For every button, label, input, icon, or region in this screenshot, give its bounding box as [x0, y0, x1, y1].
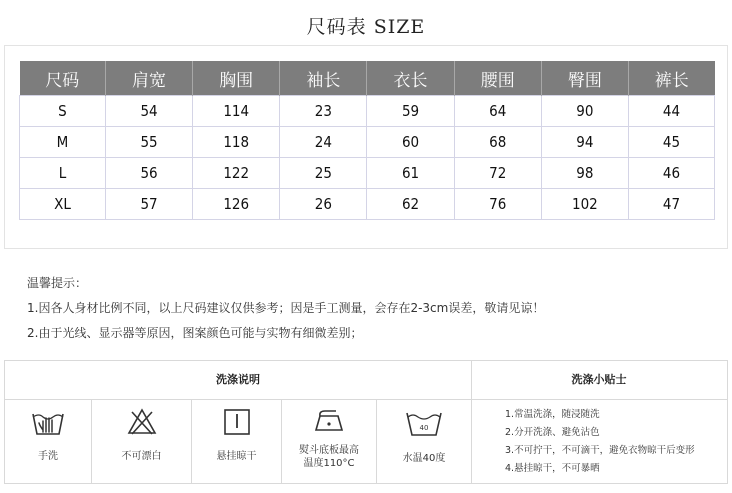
list-item: 2.分开洗涤、避免沾色 [505, 427, 600, 438]
table-cell: 54 [105, 96, 192, 127]
size-table [19, 61, 715, 220]
washing-tips-title: 洗涤小贴士 [571, 373, 627, 386]
water-temp-icon [405, 408, 443, 438]
table-cell: 25 [280, 158, 367, 189]
hand-wash-icon [31, 408, 65, 438]
table-cell: 122 [193, 158, 280, 189]
care-symbol-iron [282, 400, 376, 484]
table-cell: 44 [628, 96, 714, 127]
table-cell: 98 [541, 158, 628, 189]
table-cell: 45 [628, 127, 714, 158]
washing-tips-list [505, 406, 695, 478]
list-item: 1.常温洗涤，随浸随洗 [505, 409, 600, 420]
care-symbol-water-temp [377, 400, 471, 484]
washing-instructions-title: 洗涤说明 [216, 373, 260, 386]
table-cell: 61 [367, 158, 454, 189]
table-cell: 55 [105, 127, 192, 158]
care-symbol-no-bleach [92, 400, 191, 484]
table-cell: 56 [105, 158, 192, 189]
table-cell: 102 [541, 189, 628, 220]
table-row [20, 189, 715, 220]
header-hip: 臀围 [541, 61, 628, 96]
table-cell: L [20, 158, 106, 189]
table-cell: 64 [454, 96, 541, 127]
table-row [20, 158, 715, 189]
divider [471, 361, 472, 483]
table-cell: XL [20, 189, 106, 220]
hang-dry-icon [223, 408, 251, 436]
table-cell: 114 [193, 96, 280, 127]
table-cell: 90 [541, 96, 628, 127]
iron-icon [312, 408, 346, 434]
table-cell: 72 [454, 158, 541, 189]
size-chart-title: 尺码表 SIZE [306, 16, 426, 38]
care-label: 熨斗底板最高 [299, 445, 359, 456]
care-label: 不可漂白 [121, 451, 162, 462]
table-cell: 60 [367, 127, 454, 158]
header-sleeve: 袖长 [280, 61, 367, 96]
notice-section [27, 271, 544, 346]
header-shoulder: 肩宽 [105, 61, 192, 96]
table-cell: 68 [454, 127, 541, 158]
list-item: 3.不可拧干，不可滴干，避免衣物晾干后变形 [505, 445, 695, 456]
notice-item: 2.由于光线、显示器等原因，图案颜色可能与实物有细微差别； [27, 326, 363, 340]
temp-mark: 40 [419, 424, 429, 432]
table-cell: S [20, 96, 106, 127]
table-cell: 62 [367, 189, 454, 220]
header-length: 衣长 [367, 61, 454, 96]
notice-heading: 温馨提示： [27, 276, 88, 290]
table-cell: M [20, 127, 106, 158]
care-instructions-panel [4, 360, 728, 484]
list-item: 4.悬挂晾干，不可暴晒 [505, 463, 600, 474]
table-cell: 23 [280, 96, 367, 127]
table-cell: 126 [193, 189, 280, 220]
table-cell: 46 [628, 158, 714, 189]
table-cell: 118 [193, 127, 280, 158]
care-symbol-hang-dry [192, 400, 281, 484]
table-cell: 59 [367, 96, 454, 127]
care-label: 悬挂晾干 [216, 451, 257, 462]
care-label: 手洗 [38, 451, 58, 462]
table-cell: 47 [628, 189, 714, 220]
table-cell: 57 [105, 189, 192, 220]
header-waist: 腰围 [454, 61, 541, 96]
header-chest: 胸围 [193, 61, 280, 96]
table-cell: 24 [280, 127, 367, 158]
care-label: 温度110°C [303, 458, 355, 469]
header-pants-length: 裤长 [628, 61, 714, 96]
table-cell: 26 [280, 189, 367, 220]
table-cell: 76 [454, 189, 541, 220]
care-label: 水温40度 [402, 453, 446, 464]
notice-item: 1.因各人身材比例不同，以上尺码建议仅供参考；因是手工测量，会存在2-3cm误差，敬请见谅！ [27, 301, 545, 315]
table-cell: 94 [541, 127, 628, 158]
table-row [20, 127, 715, 158]
header-size: 尺码 [20, 61, 106, 96]
size-table-header-row [20, 61, 715, 96]
no-bleach-icon [127, 408, 157, 436]
care-symbol-hand-wash [5, 400, 91, 484]
table-row [20, 96, 715, 127]
